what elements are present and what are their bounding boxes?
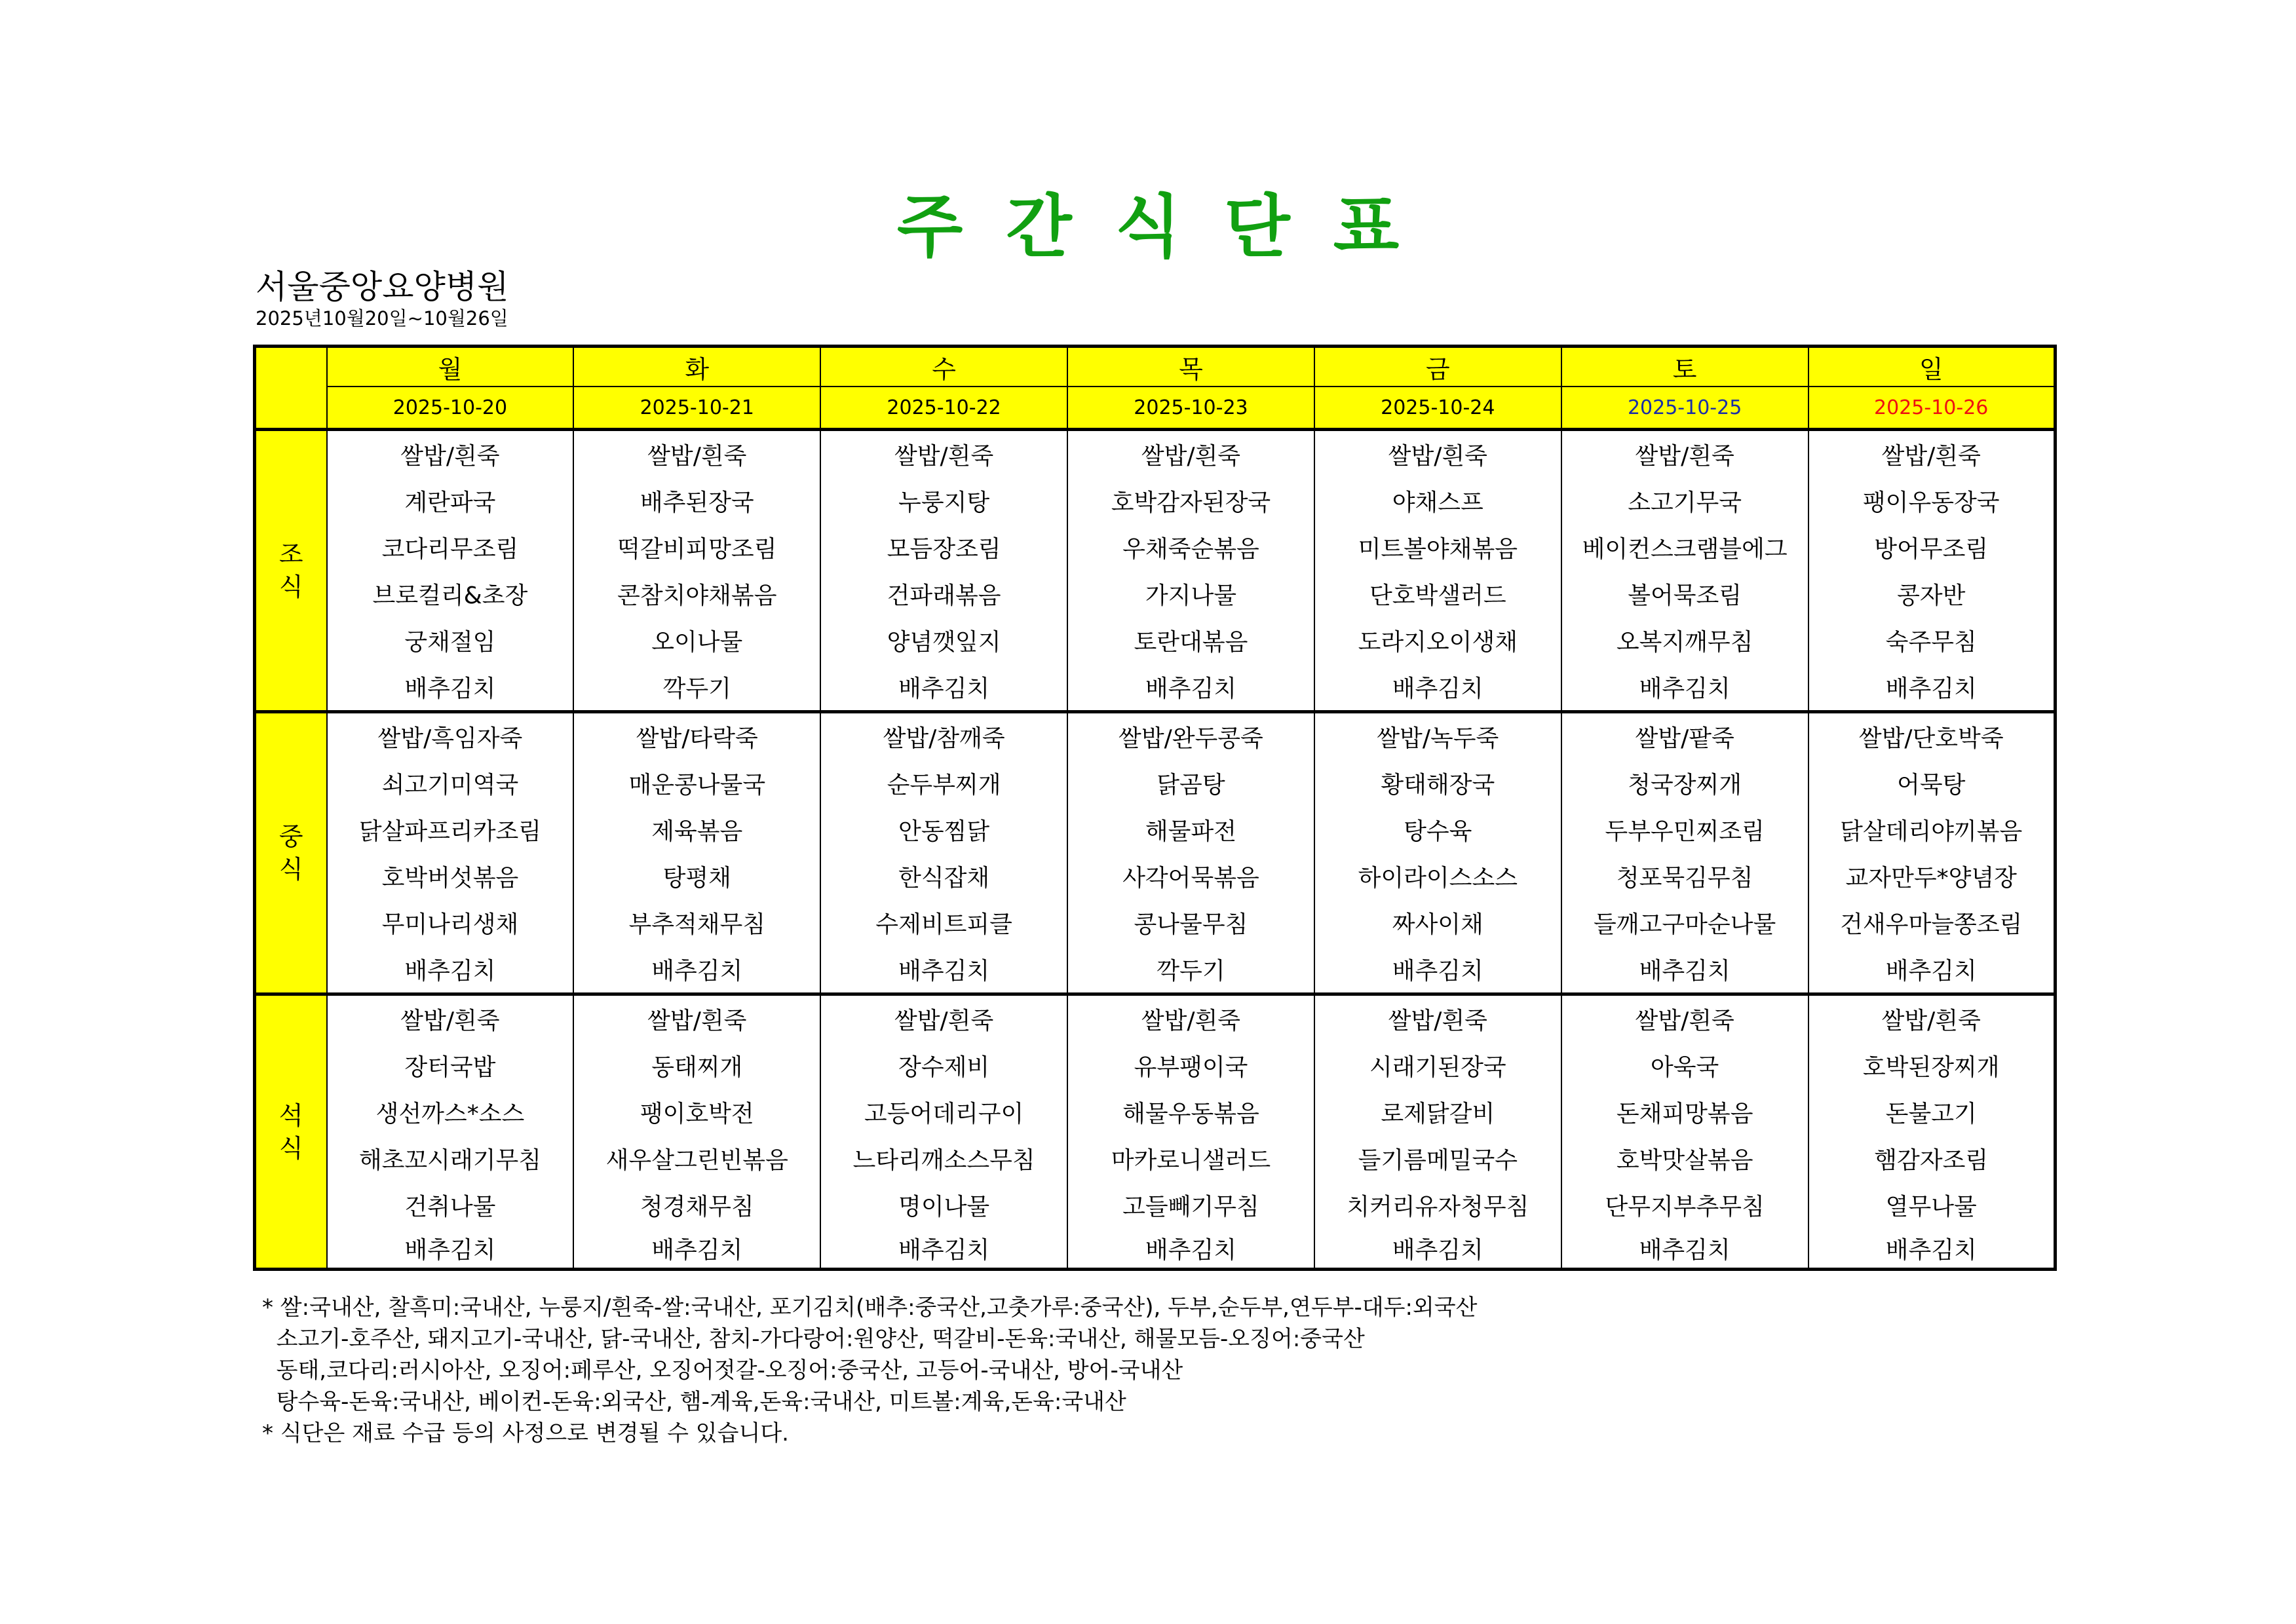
dish-cell: 새우살그린빈볶음: [573, 1135, 820, 1182]
dish-cell: 로제닭갈비: [1314, 1089, 1561, 1135]
dish-cell: 베이컨스크램블에그: [1561, 524, 1808, 571]
day-date-sunday: 2025-10-26: [1808, 387, 2056, 430]
dish-cell: 코다리무조림: [327, 524, 574, 571]
dish-cell: 미트볼야채볶음: [1314, 524, 1561, 571]
dish-cell: 배추김치: [1314, 664, 1561, 712]
dish-cell: 열무나물: [1808, 1182, 2056, 1228]
dish-cell: 배추김치: [820, 664, 1067, 712]
dish-cell: 배추김치: [573, 1228, 820, 1270]
menu-row: [255, 853, 2056, 899]
dish-cell: 마카로니샐러드: [1067, 1135, 1314, 1182]
note-line: 탕수육-돈육:국내산, 베이컨-돈육:외국산, 햄-계육,돈육:국내산, 미트볼:계육,돈육:국내산: [262, 1389, 1126, 1415]
dish-cell: 우채죽순볶음: [1067, 524, 1314, 571]
dish-cell: 들기름메밀국수: [1314, 1135, 1561, 1182]
dish-cell: 도라지오이생채: [1314, 617, 1561, 664]
dish-cell: 시래기된장국: [1314, 1042, 1561, 1089]
dish-cell: 배추김치: [1067, 1228, 1314, 1270]
note-line: * 식단은 재료 수급 등의 사정으로 변경될 수 있습니다.: [262, 1420, 789, 1446]
dish-cell: 제육볶음: [573, 806, 820, 853]
dish-cell: 청포묵김무침: [1561, 853, 1808, 899]
dish-cell: 궁채절임: [327, 617, 574, 664]
dish-cell: 쌀밥/흰죽: [327, 994, 574, 1043]
dish-cell: 쌀밥/흰죽: [820, 994, 1067, 1043]
dish-cell: 누룽지탕: [820, 478, 1067, 524]
dish-cell: 동태찌개: [573, 1042, 820, 1089]
dish-cell: 배추김치: [327, 946, 574, 994]
meal-label-char: 중: [278, 822, 303, 851]
dish-cell: 쌀밥/흰죽: [1561, 430, 1808, 478]
dish-cell: 배추김치: [820, 946, 1067, 994]
dish-cell: 쌀밥/녹두죽: [1314, 712, 1561, 761]
hospital-name: 서울중앙요양병원: [256, 268, 509, 306]
dish-cell: 부추적채무침: [573, 899, 820, 946]
dish-cell: 배추김치: [1808, 664, 2056, 712]
dish-cell: 돈채피망볶음: [1561, 1089, 1808, 1135]
dish-cell: 고등어데리구이: [820, 1089, 1067, 1135]
menu-row: [255, 1042, 2056, 1089]
dish-cell: 쌀밥/흰죽: [820, 430, 1067, 478]
day-label: 화: [573, 347, 820, 387]
dish-cell: 아욱국: [1561, 1042, 1808, 1089]
menu-row: [255, 664, 2056, 712]
day-date-saturday: 2025-10-25: [1561, 387, 1808, 430]
dish-cell: 쌀밥/흰죽: [327, 430, 574, 478]
title-char: 단: [1224, 187, 1290, 267]
dish-cell: 쌀밥/팥죽: [1561, 712, 1808, 761]
dish-cell: 사각어묵볶음: [1067, 853, 1314, 899]
day-date: 2025-10-20: [327, 387, 574, 430]
menu-row: [255, 524, 2056, 571]
dish-cell: 쌀밥/타락죽: [573, 712, 820, 761]
menu-row: [255, 1089, 2056, 1135]
dish-cell: 수제비트피클: [820, 899, 1067, 946]
menu-row: [255, 478, 2056, 524]
dish-cell: 쌀밥/흰죽: [1314, 994, 1561, 1043]
dish-cell: 장터국밥: [327, 1042, 574, 1089]
dish-cell: 쌀밥/완두콩죽: [1067, 712, 1314, 761]
dish-cell: 배추된장국: [573, 478, 820, 524]
day-date: 2025-10-22: [820, 387, 1067, 430]
dish-cell: 건취나물: [327, 1182, 574, 1228]
menu-row: [255, 571, 2056, 617]
dish-cell: 하이라이스소스: [1314, 853, 1561, 899]
dish-cell: 단무지부추무침: [1561, 1182, 1808, 1228]
weekly-menu-table: [253, 345, 2057, 1271]
meal-label: [255, 430, 327, 712]
origin-notes: [262, 1292, 1477, 1449]
day-label: 수: [820, 347, 1067, 387]
title-char: 간: [1006, 187, 1072, 267]
date-header-row: [255, 387, 2056, 430]
dish-cell: 배추김치: [1314, 946, 1561, 994]
dish-cell: 콩자반: [1808, 571, 2056, 617]
day-date: 2025-10-21: [573, 387, 820, 430]
menu-row: [255, 994, 2056, 1043]
menu-row: [255, 899, 2056, 946]
day-label: 목: [1067, 347, 1314, 387]
dish-cell: 배추김치: [573, 946, 820, 994]
dish-cell: 쌀밥/흰죽: [573, 994, 820, 1043]
meal-label-char: 석: [278, 1101, 303, 1130]
dish-cell: 쌀밥/흰죽: [1808, 430, 2056, 478]
dish-cell: 명이나물: [820, 1182, 1067, 1228]
dish-cell: 두부우민찌조림: [1561, 806, 1808, 853]
day-label: 일: [1808, 347, 2056, 387]
dish-cell: 쌀밥/흰죽: [1067, 430, 1314, 478]
dish-cell: 호박감자된장국: [1067, 478, 1314, 524]
day-header-row: [255, 347, 2056, 387]
day-date: 2025-10-23: [1067, 387, 1314, 430]
title-char: 주: [896, 187, 963, 267]
dish-cell: 쌀밥/단호박죽: [1808, 712, 2056, 761]
day-label: 토: [1561, 347, 1808, 387]
day-label: 금: [1314, 347, 1561, 387]
title-char: 식: [1115, 187, 1181, 267]
dish-cell: 팽이우동장국: [1808, 478, 2056, 524]
dish-cell: 햄감자조림: [1808, 1135, 2056, 1182]
dish-cell: 오이나물: [573, 617, 820, 664]
day-date: 2025-10-24: [1314, 387, 1561, 430]
menu-period: 2025년10월20일~10월26일: [256, 307, 508, 330]
dish-cell: 깍두기: [573, 664, 820, 712]
meal-label-char: 식: [278, 573, 303, 601]
dish-cell: 들깨고구마순나물: [1561, 899, 1808, 946]
dish-cell: 숙주무침: [1808, 617, 2056, 664]
dish-cell: 탕평채: [573, 853, 820, 899]
dish-cell: 단호박샐러드: [1314, 571, 1561, 617]
dish-cell: 무미나리생채: [327, 899, 574, 946]
dish-cell: 닭살파프리카조림: [327, 806, 574, 853]
note-line: * 쌀:국내산, 찰흑미:국내산, 누룽지/흰죽-쌀:국내산, 포기김치(배추:중국산,고춧가루:중국산), 두부,순두부,연두부-대두:외국산: [262, 1294, 1478, 1321]
dish-cell: 쌀밥/참깨죽: [820, 712, 1067, 761]
dish-cell: 브로컬리&초장: [327, 571, 574, 617]
dish-cell: 방어무조림: [1808, 524, 2056, 571]
dish-cell: 고들빼기무침: [1067, 1182, 1314, 1228]
dish-cell: 장수제비: [820, 1042, 1067, 1089]
dish-cell: 청국장찌개: [1561, 760, 1808, 806]
dish-cell: 양념깻잎지: [820, 617, 1067, 664]
menu-row: [255, 1228, 2056, 1270]
title-char: 표: [1333, 187, 1400, 267]
dish-cell: 한식잡채: [820, 853, 1067, 899]
dish-cell: 배추김치: [327, 1228, 574, 1270]
meal-label: [255, 712, 327, 994]
dish-cell: 소고기무국: [1561, 478, 1808, 524]
dish-cell: 배추김치: [1561, 664, 1808, 712]
menu-row: [255, 1182, 2056, 1228]
meal-label: [255, 994, 327, 1270]
dish-cell: 쌀밥/흰죽: [573, 430, 820, 478]
dish-cell: 배추김치: [1561, 946, 1808, 994]
dish-cell: 어묵탕: [1808, 760, 2056, 806]
dish-cell: 닭살데리야끼볶음: [1808, 806, 2056, 853]
dish-cell: 호박버섯볶음: [327, 853, 574, 899]
dish-cell: 청경채무침: [573, 1182, 820, 1228]
dish-cell: 배추김치: [327, 664, 574, 712]
meal-label-char: 조: [278, 540, 303, 569]
dish-cell: 쌀밥/흰죽: [1561, 994, 1808, 1043]
dish-cell: 야채스프: [1314, 478, 1561, 524]
dish-cell: 배추김치: [1808, 946, 2056, 994]
dish-cell: 쇠고기미역국: [327, 760, 574, 806]
meal-label-char: 식: [278, 855, 303, 884]
dish-cell: 느타리깨소스무침: [820, 1135, 1067, 1182]
page-title: [0, 172, 2296, 270]
menu-row: [255, 617, 2056, 664]
menu-row: [255, 760, 2056, 806]
dish-cell: 유부팽이국: [1067, 1042, 1314, 1089]
dish-cell: 교자만두*양념장: [1808, 853, 2056, 899]
dish-cell: 쌀밥/흰죽: [1808, 994, 2056, 1043]
dish-cell: 안동찜닭: [820, 806, 1067, 853]
dish-cell: 배추김치: [1808, 1228, 2056, 1270]
note-line: 소고기-호주산, 돼지고기-국내산, 닭-국내산, 참치-가다랑어:원양산, 떡갈비-돈육:국내산, 해물모듬-오징어:중국산: [262, 1326, 1365, 1352]
menu-row: [255, 946, 2056, 994]
dish-cell: 닭곰탕: [1067, 760, 1314, 806]
dish-cell: 치커리유자청무침: [1314, 1182, 1561, 1228]
meal-label-char: 식: [278, 1133, 303, 1163]
dish-cell: 황태해장국: [1314, 760, 1561, 806]
dish-cell: 해초꼬시래기무침: [327, 1135, 574, 1182]
dish-cell: 해물우동볶음: [1067, 1089, 1314, 1135]
dish-cell: 순두부찌개: [820, 760, 1067, 806]
menu-row: [255, 712, 2056, 761]
dish-cell: 볼어묵조림: [1561, 571, 1808, 617]
dish-cell: 떡갈비피망조림: [573, 524, 820, 571]
dish-cell: 호박맛살볶음: [1561, 1135, 1808, 1182]
dish-cell: 배추김치: [1561, 1228, 1808, 1270]
dish-cell: 쌀밥/흑임자죽: [327, 712, 574, 761]
dish-cell: 건파래볶음: [820, 571, 1067, 617]
menu-row: [255, 806, 2056, 853]
dish-cell: 호박된장찌개: [1808, 1042, 2056, 1089]
dish-cell: 탕수육: [1314, 806, 1561, 853]
dish-cell: 모듬장조림: [820, 524, 1067, 571]
day-label: 월: [327, 347, 574, 387]
dish-cell: 생선까스*소스: [327, 1089, 574, 1135]
dish-cell: 토란대볶음: [1067, 617, 1314, 664]
menu-row: [255, 430, 2056, 478]
dish-cell: 해물파전: [1067, 806, 1314, 853]
dish-cell: 쌀밥/흰죽: [1314, 430, 1561, 478]
dish-cell: 돈불고기: [1808, 1089, 2056, 1135]
corner-cell: [255, 347, 327, 430]
dish-cell: 깍두기: [1067, 946, 1314, 994]
menu-row: [255, 1135, 2056, 1182]
dish-cell: 배추김치: [1067, 664, 1314, 712]
dish-cell: 가지나물: [1067, 571, 1314, 617]
dish-cell: 콘참치야채볶음: [573, 571, 820, 617]
dish-cell: 팽이호박전: [573, 1089, 820, 1135]
dish-cell: 콩나물무침: [1067, 899, 1314, 946]
note-line: 동태,코다리:러시아산, 오징어:페루산, 오징어젓갈-오징어:중국산, 고등어-국내산, 방어-국내산: [262, 1357, 1183, 1384]
dish-cell: 짜사이채: [1314, 899, 1561, 946]
dish-cell: 배추김치: [820, 1228, 1067, 1270]
dish-cell: 배추김치: [1314, 1228, 1561, 1270]
dish-cell: 오복지깨무침: [1561, 617, 1808, 664]
dish-cell: 매운콩나물국: [573, 760, 820, 806]
dish-cell: 계란파국: [327, 478, 574, 524]
dish-cell: 건새우마늘쫑조림: [1808, 899, 2056, 946]
dish-cell: 쌀밥/흰죽: [1067, 994, 1314, 1043]
